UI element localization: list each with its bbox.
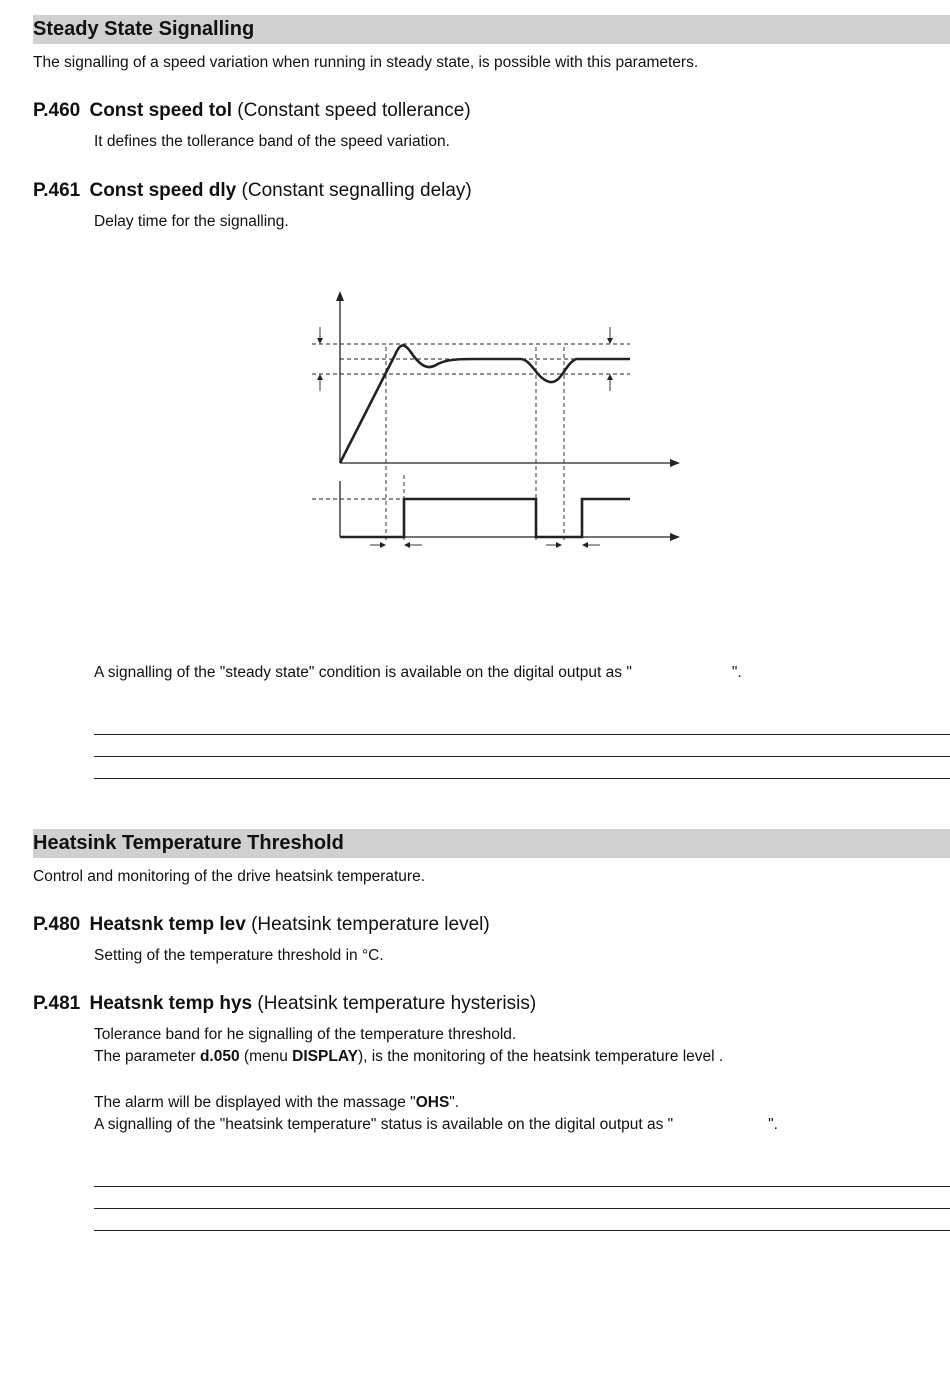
section-intro: Control and monitoring of the drive heatsink temperature.: [33, 868, 426, 885]
alarm-code: OHS: [415, 1094, 450, 1111]
param-text: Tolerance band for he signalling of the temperature threshold.: [94, 1026, 517, 1043]
delay-arrow-1a: [380, 542, 386, 548]
param-name: Heatsnk temp hys: [89, 993, 253, 1014]
speed-curve: [340, 345, 630, 463]
param-desc: (Heatsink temperature level): [251, 914, 490, 935]
section-title: Steady State Signalling: [33, 18, 255, 40]
param-text: It defines the tollerance band of the speed variation.: [94, 133, 450, 150]
menu-ref: DISPLAY: [292, 1048, 358, 1065]
param-code: P.480: [33, 914, 81, 935]
param-desc: (Heatsink temperature hysterisis): [257, 993, 537, 1014]
param-p481: [33, 993, 536, 1015]
param-name: Heatsnk temp lev: [89, 914, 246, 935]
delay-arrow-2a: [556, 542, 562, 548]
output-signal: [340, 499, 630, 537]
param-code: P.481: [33, 993, 81, 1014]
y-axis-arrow: [336, 291, 344, 301]
ruled-line: [94, 734, 950, 735]
delay-arrow-2b: [582, 542, 588, 548]
param-desc: (Constant speed tollerance): [237, 100, 471, 121]
heatsink-signal-text: A signalling of the "heatsink temperature" status is available on the digital output as " ".: [94, 1116, 778, 1133]
param-p460: [33, 100, 471, 122]
output-axis-arrow: [670, 533, 680, 541]
ruled-line: [94, 756, 950, 757]
param-text: Setting of the temperature threshold in °C.: [94, 947, 384, 964]
param-text: Delay time for the signalling.: [94, 213, 289, 230]
param-ref: d.050: [199, 1048, 240, 1065]
param-code: P.460: [33, 100, 81, 121]
steady-state-timing-diagram: [300, 285, 690, 550]
param-code: P.461: [33, 180, 81, 201]
param-name: Const speed tol: [89, 100, 232, 121]
ruled-line: [94, 1208, 950, 1209]
section-intro: The signalling of a speed variation when running in steady state, is possible with this parameters.: [33, 54, 699, 71]
delay-arrow-1b: [404, 542, 410, 548]
monitor-text: The parameter d.050 (menu DISPLAY), is the monitoring of the heatsink temperature level .: [94, 1048, 724, 1065]
param-desc: (Constant segnalling delay): [241, 180, 472, 201]
x-axis-arrow: [670, 459, 680, 467]
param-p480: [33, 914, 490, 936]
section-header-steady-state: [33, 15, 950, 44]
steady-state-signal-text: A signalling of the "steady state" condition is available on the digital output as " ".: [94, 664, 742, 681]
ruled-line: [94, 778, 950, 779]
section-header-heatsink: [33, 829, 950, 858]
section-title: Heatsink Temperature Threshold: [33, 832, 344, 854]
param-p461: [33, 180, 472, 202]
alarm-text: The alarm will be displayed with the massage "OHS".: [94, 1094, 460, 1111]
ruled-line: [94, 1230, 950, 1231]
ruled-line: [94, 1186, 950, 1187]
param-name: Const speed dly: [89, 180, 237, 201]
